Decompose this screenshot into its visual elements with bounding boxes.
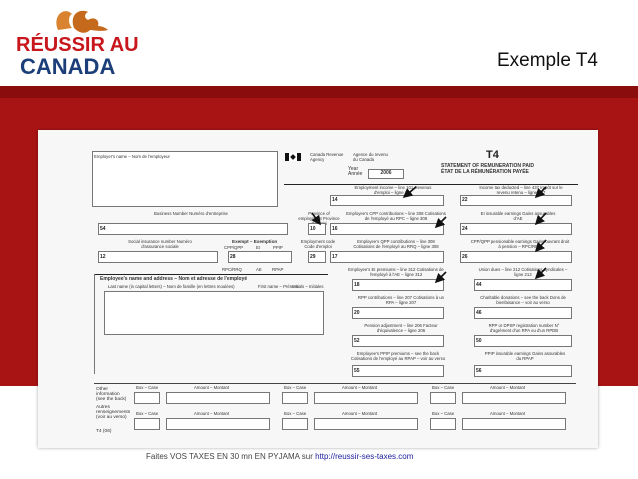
box-50 [474, 335, 572, 347]
logo-line1: RÉUSSIR AU [16, 34, 139, 56]
other-info-fr: Autres renseignements (voir au verso) [96, 405, 131, 420]
box-46-number: 46 [476, 310, 482, 316]
label-26: CPP/QPP pensionable earnings Gains ouvrant droit à pension – RPC/RRQ [470, 239, 570, 249]
form-title-fr: ÉTAT DE LA RÉMUNÉRATION PAYÉE [441, 169, 529, 175]
label-50: RPP or DPSP registration number N° d'agrément d'un RPA ou d'un RPDB [488, 323, 560, 333]
year-value: 2006 [380, 170, 392, 176]
other-box-case-field [282, 418, 308, 430]
employee-first-name-label: First name – Prénom [258, 284, 299, 289]
other-amount-label: Amount – Montant [490, 411, 526, 416]
other-amount-field [166, 392, 270, 404]
other-amount-field [166, 418, 270, 430]
other-box-case-field [282, 392, 308, 404]
box-22-number: 22 [462, 197, 468, 203]
box-54-number: 54 [100, 226, 106, 232]
reussir-au-canada-logo [14, 6, 164, 80]
label-56: PPIP insurable earnings Gains assurables du RPAP [484, 351, 566, 361]
box-22 [460, 195, 572, 206]
box-20-number: 20 [354, 310, 360, 316]
box-29-number: 29 [310, 254, 316, 260]
other-amount-field [314, 418, 418, 430]
other-amount-label: Amount – Montant [490, 385, 526, 390]
canada-flag-icon [285, 153, 301, 161]
exempt-col-ei: EI [256, 245, 261, 250]
box-52-number: 52 [354, 338, 360, 344]
agency-en: Canada Revenue Agency [310, 152, 344, 162]
sin-label: Social insurance number Numéro d'assurance sociale [128, 239, 192, 249]
form-code: T4 [486, 149, 499, 161]
box-56-number: 56 [476, 368, 482, 374]
box-17-number: 17 [332, 254, 338, 260]
box-24-number: 24 [462, 226, 468, 232]
other-box-case-label: Box – Case [432, 385, 455, 390]
other-box-case-label: Box – Case [284, 385, 307, 390]
other-amount-label: Amount – Montant [194, 411, 230, 416]
box-20 [352, 307, 444, 319]
employee-initials-label: Initials – Initiales [292, 284, 324, 289]
box-24 [460, 223, 572, 235]
other-box-case-label: Box – Case [136, 385, 159, 390]
label-55: Employee's PPIP premiums – see the back Cotisations de l'employé au RPAP – voir au verso [350, 351, 446, 361]
agency-fr: Agence du revenu du Canada [353, 152, 388, 162]
label-22: Income tax deducted – line 437 Impôt sur le revenu retenu – ligne 437 [479, 185, 563, 195]
label-24: EI insurable earnings Gains assurables d'AE [480, 211, 556, 221]
exempt-sub-rpap: RPAP [272, 267, 284, 272]
footer [146, 452, 413, 461]
box-28 [228, 251, 292, 263]
box-44 [474, 279, 572, 291]
box-14-number: 14 [332, 197, 338, 203]
box-55-number: 55 [354, 368, 360, 374]
label-14: Employment income – line 101 Revenus d'emploi – ligne 101 [354, 185, 432, 195]
slide-header [0, 0, 638, 86]
year-label: Year Année [348, 166, 363, 177]
box-50-number: 50 [476, 338, 482, 344]
exempt-sub-rpc: RPC/RRQ [222, 267, 242, 272]
label-46: Charitable donations – see the back Dons de bienfaisance – voir au verso [480, 295, 566, 305]
exempt-col-ppip: PPIP [273, 245, 283, 250]
box-26 [460, 251, 572, 263]
form-title-en: STATEMENT OF REMUNERATION PAID [441, 163, 534, 169]
employee-last-name-label: Last name (in capital letters) – Nom de famille (en lettres moulées) [108, 284, 235, 289]
box-12-number: 12 [100, 254, 106, 260]
employer-name-box [92, 151, 278, 207]
box-52 [352, 335, 444, 347]
employee-address-box [104, 291, 324, 335]
box-55 [352, 365, 444, 377]
other-box-case-label: Box – Case [136, 411, 159, 416]
box-10-number: 10 [310, 226, 316, 232]
box-14 [330, 195, 444, 206]
box-12 [98, 251, 218, 263]
box-18 [352, 279, 444, 291]
exempt-label: Exempt – Exemption [232, 239, 278, 244]
box-46 [474, 307, 572, 319]
employee-section-label: Employee's name and address – Nom et adresse de l'employé [100, 276, 248, 282]
red-banner-top [0, 86, 638, 98]
exempt-sub-ae: AE [256, 267, 262, 272]
employment-code-label: Employment code Code d'emploi [300, 239, 336, 249]
other-amount-field [462, 392, 566, 404]
form-id: T4 (06) [96, 429, 112, 434]
other-box-case-label: Box – Case [284, 411, 307, 416]
other-info-en: Other information (see the back) [96, 387, 127, 402]
employer-name-label: Employer's name – Nom de l'employeur [94, 154, 170, 159]
exempt-col-cpp: CPP/QPP [224, 245, 244, 250]
box-28-number: 28 [230, 254, 236, 260]
box-18-number: 18 [354, 282, 360, 288]
label-20: RPP contributions – line 207 Cotisations à un RPA – ligne 207 [357, 295, 445, 305]
footer-link[interactable]: http://reussir-ses-taxes.com [315, 452, 414, 461]
slide-title: Exemple T4 [496, 50, 598, 71]
other-amount-label: Amount – Montant [194, 385, 230, 390]
logo-line2: CANADA [20, 54, 116, 79]
other-box-case-label: Box – Case [432, 411, 455, 416]
other-box-case-field [134, 392, 160, 404]
box-16 [330, 223, 444, 235]
other-amount-field [314, 392, 418, 404]
other-amount-label: Amount – Montant [342, 385, 378, 390]
label-17: Employee's QPP contributions – line 308 Cotisations de l'employé au RRQ – ligne 308 [353, 239, 439, 249]
other-box-case-field [430, 392, 456, 404]
other-amount-label: Amount – Montant [342, 411, 378, 416]
other-box-case-field [430, 418, 456, 430]
box-54 [98, 223, 288, 235]
box-56 [474, 365, 572, 377]
other-amount-field [462, 418, 566, 430]
province-label: Province of employment Province [298, 211, 340, 221]
business-number-label: Business Number Numéro d'entreprise [154, 211, 228, 216]
label-16: Employee's CPP contributions – line 308 Cotisations de l'employé au RPC – ligne 308 [346, 211, 446, 221]
box-26-number: 26 [462, 254, 468, 260]
t4-form [86, 143, 578, 443]
label-52: Pension adjustment – line 206 Facteur d'équivalence – ligne 206 [364, 323, 438, 333]
footer-text: Faites VOS TAXES EN 30 mn EN PYJAMA sur [146, 452, 313, 461]
box-44-number: 44 [476, 282, 482, 288]
box-17 [330, 251, 444, 263]
other-box-case-field [134, 418, 160, 430]
label-44: Union dues – line 212 Cotisations syndicales – ligne 212 [478, 267, 568, 277]
box-16-number: 16 [332, 226, 338, 232]
label-18: Employee's EI premiums – line 312 Cotisations de l'employé à l'AE – ligne 312 [348, 267, 444, 277]
